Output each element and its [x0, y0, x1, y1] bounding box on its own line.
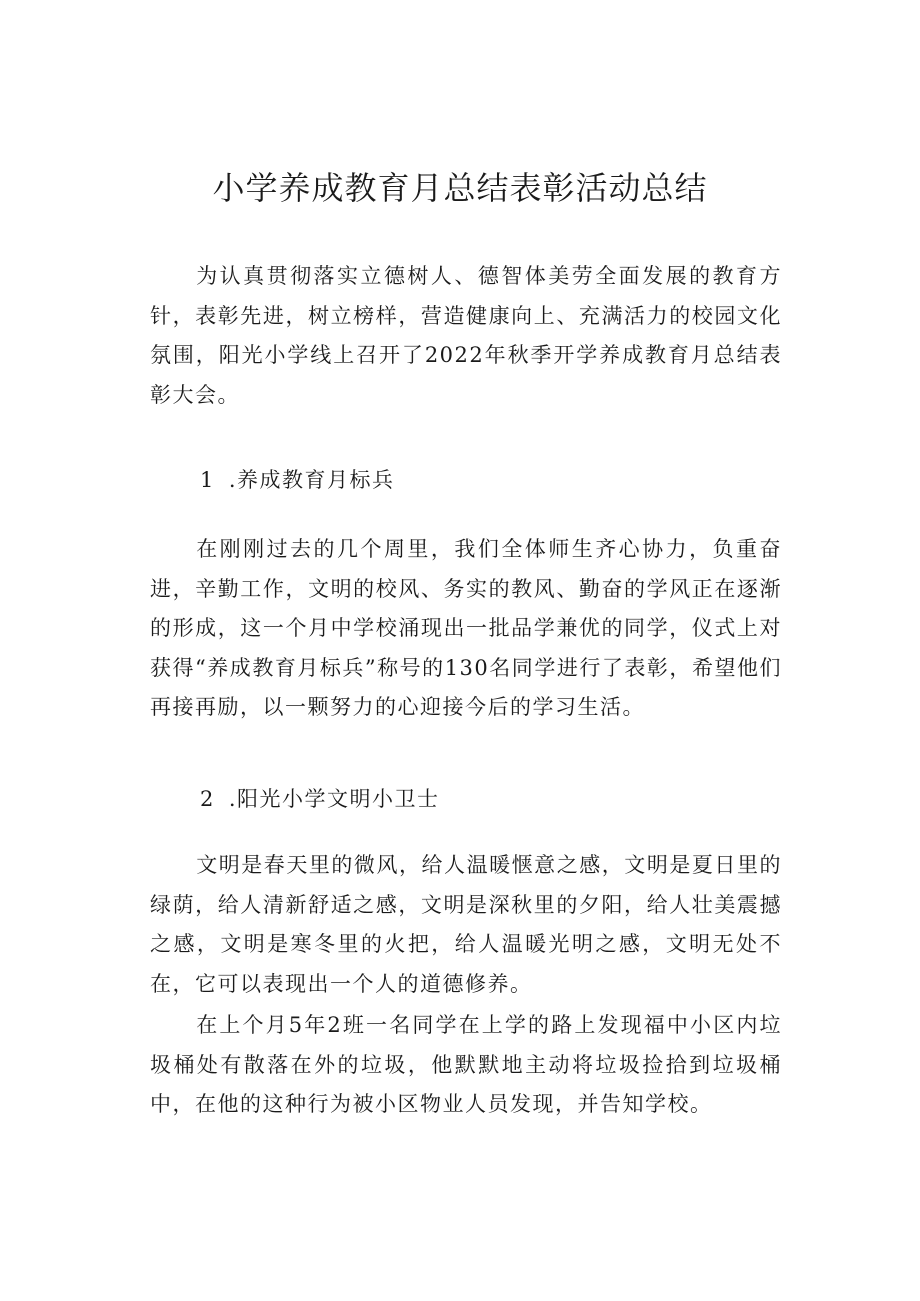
section-2-number: 2 — [200, 787, 215, 811]
section-2-heading — [200, 783, 440, 815]
section-1-heading — [200, 464, 395, 496]
section-2-paragraph-1: 文明是春天里的微风，给人温暖惬意之感，文明是夏日里的绿荫，给人清新舒适之感，文明是深秋里的夕阳，给人壮美震撼之感，文明是寒冬里的火把，给人温暖光明之感，文明无处不在，它可以表现出一个人的道德修养。 — [150, 853, 782, 996]
section-1-paragraph: 在刚刚过去的几个周里，我们全体师生齐心协力，负重奋进，辛勤工作，文明的校风、务实的教风、勤奋的学风正在逐渐的形成，这一个月中学校涌现出一批品学兼优的同学，仪式上对获得“养成教育月标兵”称号的130名同学进行了表彰，希望他们再接再励，以一颗努力的心迎接今后的学习生活。 — [150, 537, 782, 719]
intro-paragraph: 为认真贯彻落实立德树人、德智体美劳全面发展的教育方针，表彰先进，树立榜样，营造健康向上、充满活力的校园文化氛围，阳光小学线上召开了2022年秋季开学养成教育月总结表彰大会。 — [150, 264, 782, 407]
document-title: 小学养成教育月总结表彰活动总结 — [212, 169, 708, 207]
section-1-title: .养成教育月标兵 — [228, 468, 395, 492]
section-2-title: .阳光小学文明小卫士 — [228, 787, 440, 811]
section-2-paragraph-2: 在上个月5年2班一名同学在上学的路上发现福中小区内垃圾桶处有散落在外的垃圾，他默默地主动将垃圾捡拾到垃圾桶中，在他的这种行为被小区物业人员发现，并告知学校。 — [150, 1013, 782, 1116]
section-1-number: 1 — [200, 468, 215, 492]
